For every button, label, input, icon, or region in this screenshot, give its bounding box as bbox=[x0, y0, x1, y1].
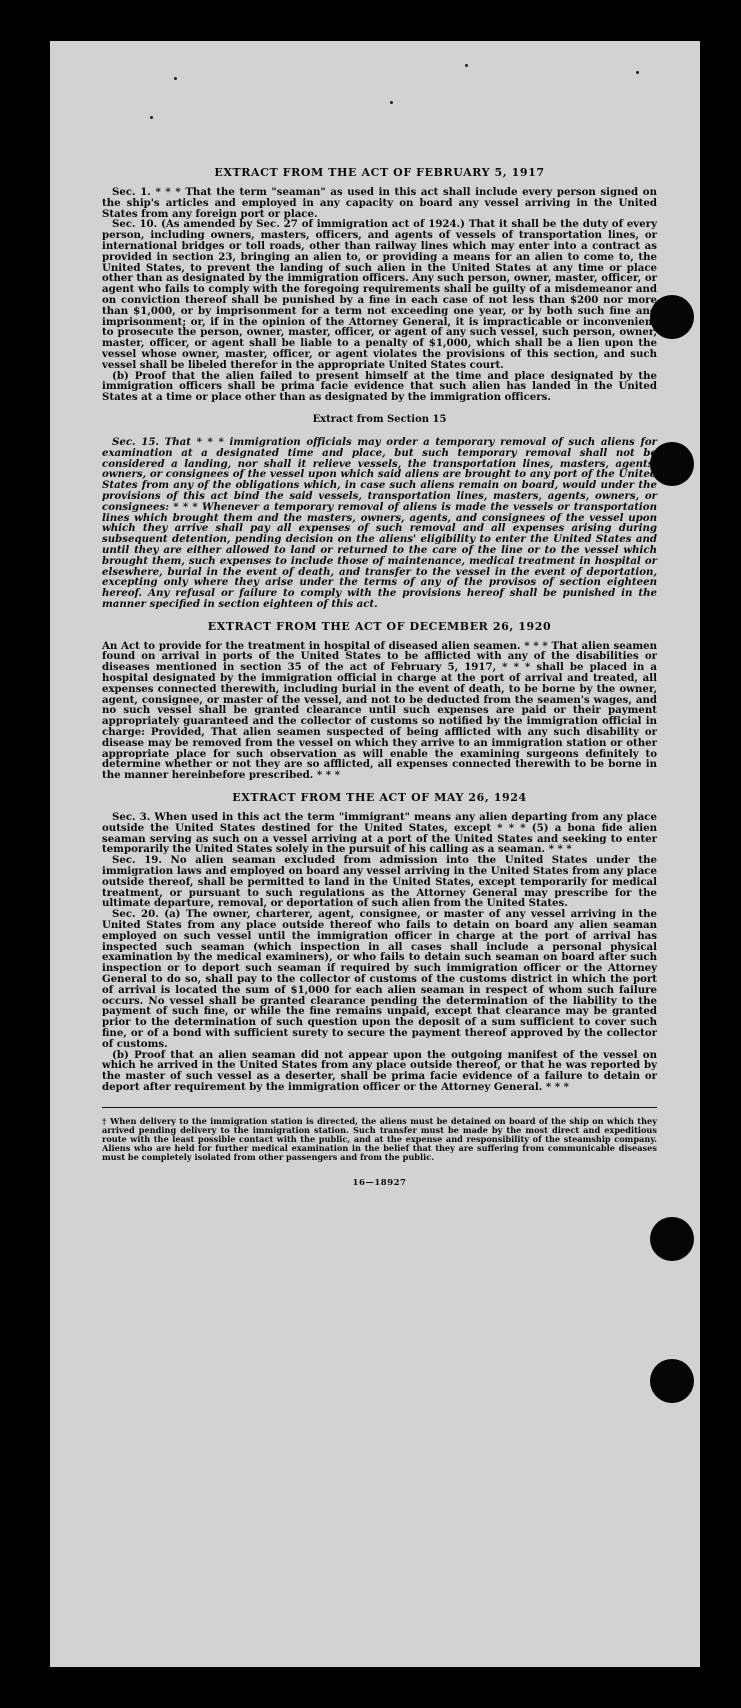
speck-mark bbox=[636, 71, 639, 74]
divider bbox=[102, 1107, 657, 1108]
speck-mark bbox=[150, 116, 153, 119]
section-dec-1920 bbox=[102, 641, 657, 781]
footnote bbox=[102, 1117, 657, 1162]
paragraph: (b) Proof that an alien seaman did not appear upon the outgoing manifest of the vessel on which he arrived in the United States from any place outside thereof, or that he was reported by the master of such vessel as a deserter, shall be prima facie evidence of a failure to detain or deport after requirement by the immigration officer or the Attorney General. * * * bbox=[102, 1048, 657, 1093]
section-heading-may-1924: EXTRACT FROM THE ACT OF MAY 26, 1924 bbox=[232, 791, 527, 805]
speck-mark bbox=[465, 64, 468, 67]
paragraph: Sec. 15. That * * * immigration officials may order a temporary removal of such aliens for examination at a designated time and place, but such temporary removal shall not be considered a landing, nor shall it relieve vessels, the transportation lines, masters, agents, owners, or consignees of the vessel upon which said aliens are brought to any port of the United States from any of the obligations which, in case such aliens remain on board, would under the provisions of this act bind the said vessels, transportation lines, masters, agents, owners, or consignees: * * * Whenever a temporary removal of aliens is made the vessels or transportation lines which brought them and the masters, owners, agents, and consignees of the vessel upon which they arrive shall pay all expenses of such removal and all expenses arising during subsequent detention, pending decision on the aliens' eligibility to enter the United States and until they are either allowed to land or returned to the care of the line or to the vessel which brought them, such expenses to include those of maintenance, medical treatment in hospital or elsewhere, burial in the event of death, and transfer to the vessel in the event of deportation, excepting only where they arise under the terms of any of the provisos of section eighteen hereof. Any refusal or failure to comply with the provisions hereof shall be punished in the manner specified in section eighteen of this act. bbox=[102, 435, 657, 610]
paragraph: Sec. 3. When used in this act the term "immigrant" means any alien departing from any place outside the United States destined for the United States, except * * * (5) a bona fide alien seaman serving as such on a vessel arriving at a port of the United States and seeking to enter temporarily the United States solely in the pursuit of his calling as a seaman. * * * bbox=[102, 811, 657, 856]
paragraph: Sec. 10. (As amended by Sec. 27 of immigration act of 1924.) That it shall be the duty of every person, including owners, masters, officers, and agents of vessels of transportation lines, or international bridges or toll roads, other than railway lines which may enter into a contract as provided in section 23, bringing an alien to, or providing a means for an alien to come to, the United States, to prevent the landing of such alien in the United States at any time or place other than as designated by the immigration officers. Any such person, owner, master, officer, or agent who fails to comply with the foregoing requirements shall be guilty of a misdemeanor and on conviction thereof shall be punished by a fine in each case of not less than $200 nor more than $1,000, or by imprisonment for a term not exceeding one year, or by both such fine and imprisonment; or, if in the opinion of the Attorney General, it is impracticable or inconvenient to prosecute the person, owner, master, officer, or agent of any such vessel, such person, owner, master, officer, or agent shall be liable to a penalty of $1,000, which shall be a lien upon the vessel whose owner, master, officer, or agent violates the provisions of this section, and such vessel shall be libeled therefor in the appropriate United States court. bbox=[102, 218, 657, 371]
document-body bbox=[102, 166, 657, 1188]
paragraph: Sec. 19. No alien seaman excluded from admission into the United States under the immigration laws and employed on board any vessel arriving in the United States from any place outside thereof, shall be permitted to land in the United States, except temporarily for medical treatment, or pursuant to such regulations as the Attorney General may prescribe for the ultimate departure, removal, or deportation of such alien from the United States. bbox=[102, 854, 657, 910]
section-heading-section-15: Extract from Section 15 bbox=[312, 413, 447, 425]
speck-mark bbox=[174, 77, 177, 80]
section-heading-dec-1920: EXTRACT FROM THE ACT OF DECEMBER 26, 1920 bbox=[207, 619, 552, 633]
document-page bbox=[50, 41, 700, 1667]
paragraph: (b) Proof that the alien failed to present himself at the time and place designated by the immigration officers shall be prima facie evidence that such alien has landed in the United States at a time or place other than as designated by the immigration officers. bbox=[102, 369, 657, 404]
section-heading-feb-1917: EXTRACT FROM THE ACT OF FEBRUARY 5, 1917 bbox=[214, 166, 545, 179]
paragraph: Sec. 20. (a) The owner, charterer, agent, consignee, or master of any vessel arriving in the United States from any place outside thereof who fails to detain on board any alien seaman employed on such vessel until the immigration officer in charge at the port of arrival has inspected such seaman (which inspection in all cases shall include a personal physical examination by the medical examiners), or who fails to detain such seaman on board after such inspection or to deport such seaman if required by such immigration officer or the Attorney General to do so, shall pay to the collector of customs of the customs district in which the port of arrival is located the sum of $1,000 for each alien seaman in respect of whom such failure occurs. No vessel shall be granted clearance pending the determination of the liability to the payment of such fine, or while the fine remains unpaid, except that clearance may be granted prior to the determination of such question upon the deposit of a sum sufficient to cover such fine, or of a bond with sufficient surety to secure the payment thereof approved by the collector of customs. bbox=[102, 908, 657, 1050]
speck-mark bbox=[390, 101, 393, 104]
punch-hole bbox=[650, 1217, 694, 1261]
paragraph: An Act to provide for the treatment in hospital of diseased alien seamen. * * * That alien seamen found on arrival in ports of the United States to be afflicted with any of the disabilities or diseases mentioned in section 35 of the act of February 5, 1917, * * * shall be placed in a hospital designated by the immigration official in charge at the port of arrival and treated, all expenses connected therewith, including burial in the event of death, to be borne by the owner, agent, consignee, or master of the vessel, and not to be deducted from the seamen's wages, and no such vessel shall be granted clearance until such expenses are paid or their payment appropriately guaranteed and the collector of customs so notified by the immigration official in charge: Provided, That alien seamen suspected of being afflicted with any such disability or disease may be removed from the vessel on which they arrive to an immigration station or other appropriate place for such observation as will enable the examining surgeons definitely to determine whether or not they are so afflicted, all expenses connected therewith to be borne in the manner hereinbefore prescribed. * * * bbox=[102, 639, 657, 782]
section-15 bbox=[102, 437, 657, 610]
document-number: 16—18927 bbox=[352, 1177, 407, 1188]
section-feb-1917 bbox=[102, 187, 657, 403]
punch-hole bbox=[650, 1359, 694, 1403]
footnote-text: † When delivery to the immigration station is directed, the aliens must be detained on board of the ship on which they arrived pending delivery to the immigration station. Such transfer must be made by the most direct and expeditious route with the least possible contact with the public, and at the expense and responsibility of the steamship company. Aliens who are held for further medical examination in the belief that they are suffering from communicable diseases must be completely isolated from other passengers and from the public. bbox=[102, 1115, 657, 1162]
paragraph: Sec. 1. * * * That the term "seaman" as used in this act shall include every person signed on the ship's articles and employed in any capacity on board any vessel arriving in the United States from any foreign port or place. bbox=[102, 186, 657, 220]
section-may-1924 bbox=[102, 812, 657, 1093]
